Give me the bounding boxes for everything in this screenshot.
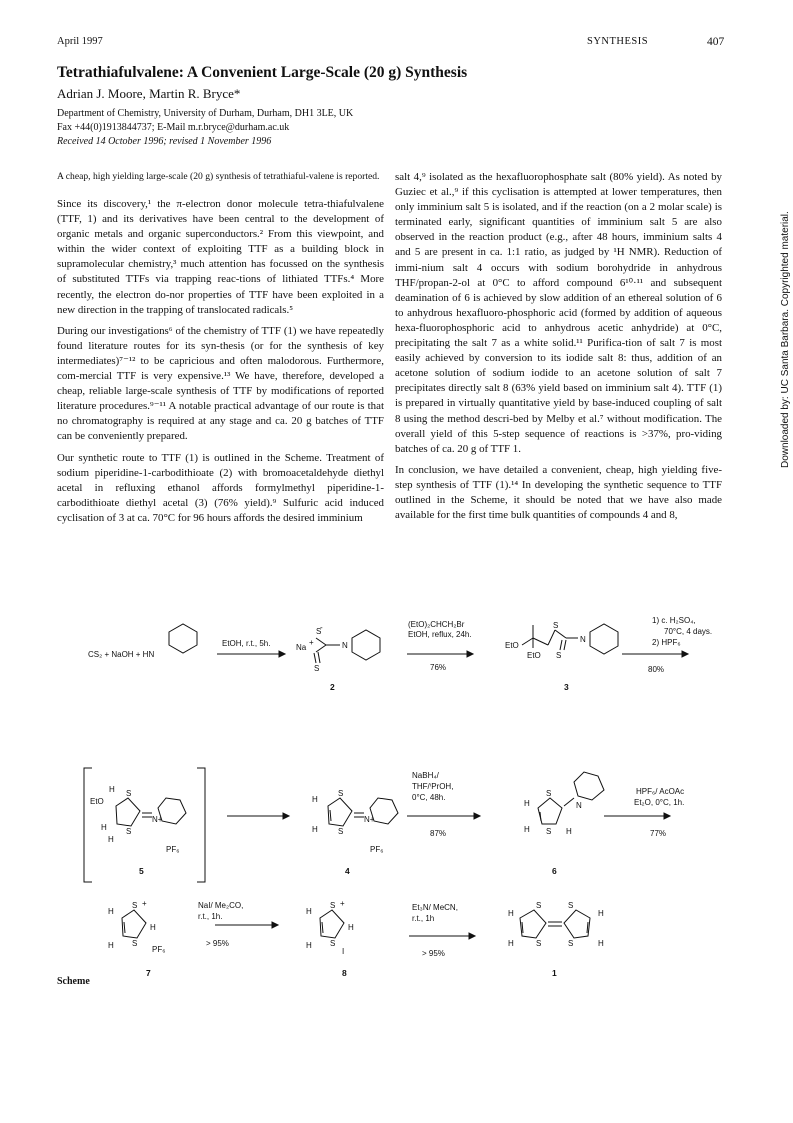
atom-label: S bbox=[132, 901, 138, 910]
atom-label: N bbox=[580, 635, 586, 644]
reagent-label: NaBH₄/ bbox=[412, 771, 439, 780]
atom-label: S bbox=[330, 901, 336, 910]
reagent-label: 1) c. H₂SO₄, bbox=[652, 616, 696, 625]
compound-number: 3 bbox=[564, 682, 569, 692]
atom-label: S bbox=[126, 827, 132, 836]
atom-label: H bbox=[108, 907, 114, 916]
piperidine-ring bbox=[574, 772, 604, 800]
atom-label: H bbox=[598, 939, 604, 948]
reagent-label: THF/ⁱPrOH, bbox=[412, 782, 454, 791]
affiliation-block bbox=[57, 107, 353, 135]
yield-label: > 95% bbox=[422, 949, 445, 958]
bracket bbox=[197, 768, 205, 882]
paragraph: Our synthetic route to TTF (1) is outlined in the Scheme. Treatment of sodium piperidine-1-carbodithioate (2) with bromoacetaldehyde diethyl acetal in refluxing ethanol affords formylmethyl piperidine-1-carbodithioate diethyl acetal (3) (76% yield).⁹ Sulfuric acid induced cyclisation of 3 at ca. 70°C for 96 hours affords the desired imminium bbox=[57, 451, 384, 524]
piperidine-ring bbox=[590, 624, 618, 654]
charge-label: + bbox=[340, 899, 345, 908]
atom-label: S bbox=[568, 939, 574, 948]
compound-number: 4 bbox=[345, 866, 350, 876]
atom-label: EtO bbox=[505, 641, 519, 650]
reagent-label: (EtO)₂CHCH₂Br bbox=[408, 620, 465, 629]
paragraph: In conclusion, we have detailed a convenient, cheap, high yielding five-step synthesis of TTF (1).¹⁴ In developing the synthetic sequence to TTF outlined in the Scheme, it should be noted that we have also made available for the first time bulk quantities of compounds 4 and 8, bbox=[395, 463, 722, 522]
atom-label: H bbox=[109, 785, 115, 794]
compound-number: 2 bbox=[330, 682, 335, 692]
atom-label: H bbox=[598, 909, 604, 918]
atom-label: N bbox=[576, 801, 582, 810]
reagent-label: r.t., 1h. bbox=[198, 912, 223, 921]
atom-label: S bbox=[132, 939, 138, 948]
reagent-label: 2) HPF₆ bbox=[652, 638, 681, 647]
atom-label: H bbox=[312, 825, 318, 834]
bracket bbox=[84, 768, 92, 882]
reagent-label: EtOH, reflux, 24h. bbox=[408, 630, 472, 639]
atom-label: H bbox=[508, 909, 514, 918]
counterion-label: PF₆ bbox=[166, 845, 180, 854]
reactants-label: CS₂ + NaOH + HN bbox=[88, 650, 155, 659]
counterion-label: PF₆ bbox=[370, 845, 384, 854]
scheme-caption: Scheme bbox=[57, 976, 90, 987]
atom-label: H bbox=[306, 907, 312, 916]
atom-label: H bbox=[101, 823, 107, 832]
reagent-label: NaI/ Me₂CO, bbox=[198, 901, 244, 910]
atom-label: S bbox=[314, 664, 320, 673]
header-date: April 1997 bbox=[57, 36, 103, 47]
counterion-label: I bbox=[342, 947, 345, 956]
atom-label: H bbox=[108, 941, 114, 950]
atom-label: S bbox=[536, 901, 542, 910]
paragraph: During our investigations⁶ of the chemistry of TTF (1) we have repeatedly found literature routes for its syn-thesis (or for the synthesis of key intermediates)⁷⁻¹² to be capricious and often malodorous. Furthermore, com-mercial TTF is very expensive.¹³ We have, therefore, developed a cheap, reliable large-scale synthesis of TTF by modifications of reported literature procedures.⁹⁻¹¹ A notable practical advantage of our route is that no chromatography is required at any stage and ca. 20 g batches of TTF can be conveniently prepared. bbox=[57, 324, 384, 443]
received-dates: Received 14 October 1996; revised 1 November 1996 bbox=[57, 136, 272, 147]
article-title: Tetrathiafulvalene: A Convenient Large-Scale (20 g) Synthesis bbox=[57, 64, 468, 81]
reagent-label: 70°C, 4 days. bbox=[664, 627, 713, 636]
reagent-label: 0°C, 48h. bbox=[412, 793, 446, 802]
abstract: A cheap, high yielding large-scale (20 g) synthesis of tetrathiaful-valene is reported. bbox=[57, 171, 380, 182]
reagent-label: Et₃N/ MeCN, bbox=[412, 903, 458, 912]
atom-label: S bbox=[126, 789, 132, 798]
dithiole-ring bbox=[122, 910, 146, 938]
atom-label: S bbox=[338, 827, 344, 836]
reagent-label: EtOH, r.t., 5h. bbox=[222, 639, 271, 648]
authors: Adrian J. Moore, Martin R. Bryce* bbox=[57, 86, 241, 101]
dithiole-ring bbox=[320, 910, 344, 938]
yield-label: > 95% bbox=[206, 939, 229, 948]
atom-label: S bbox=[553, 621, 559, 630]
counterion-label: PF₆ bbox=[152, 945, 166, 954]
left-column bbox=[57, 170, 384, 532]
atom-label: S bbox=[546, 827, 552, 836]
atom-label: N+ bbox=[364, 815, 375, 824]
atom-label: H bbox=[524, 799, 530, 808]
atom-label: S bbox=[568, 901, 574, 910]
dithiole-ring bbox=[564, 910, 590, 938]
affiliation: Department of Chemistry, University of Durham, Durham, DH1 3LE, UK bbox=[57, 108, 354, 119]
yield-label: 87% bbox=[430, 829, 447, 838]
paragraph: salt 4,⁹ isolated as the hexafluorophosphate salt (80% yield). As noted by Guziec et al.,⁹ if this cyclisation is attempted at lower temperatures, then only imminium salt 5 is isolated, and if the reaction (on a 2 molar scale) is terminated early, significant quantities of imminium salt 5 are also observed in the reaction product (e.g., after 48 hours, imminium salts 4 and 5 are present in ca. 1:1 ratio, as judged by ¹H NMR). Reduction of immi-nium salt 4 occurs with sodium borohydride in anhydrous THF/propan-2-ol at 0°C to afford compound 6¹⁰·¹¹ and subsequent deamination of 6 is achieved by slow addition of an ethereal solution of 6 to anhydrous hexafluoro-phosphoric acid (formed by addition of aqueous hexa-fluorophosphoric acid to anhydrous acetic anhydride) at 0°C, precipitating the salt 7 as a white solid.¹¹ Purifica-tion of salt 7 is most easily achieved by conversion to its iodide salt 8: thus, addition of an acetone solution of sodium iodide to an acetone solution of salt 7 precipitates directly salt 8 (63% yield based on imminium salt 4). TTF (1) is prepared in virtually quantitative yield by base-induced coupling of salt 8 using the method descri-bed by Melby et al.⁷ without modification. The overall yield of this 5-step sequence of reactions is >37%, pro-viding batches of ca. 20 g of TTF 1. bbox=[395, 171, 722, 455]
dithiole-ring bbox=[116, 798, 140, 826]
atom-label: S bbox=[546, 789, 552, 798]
compound-number: 7 bbox=[146, 968, 151, 978]
reagent-label: Et₂O, 0°C, 1h. bbox=[634, 798, 685, 807]
atom-label: S bbox=[330, 939, 336, 948]
yield-label: 77% bbox=[650, 829, 667, 838]
atom-label: S bbox=[338, 789, 344, 798]
charge-label: + bbox=[309, 638, 314, 647]
compound-number: 5 bbox=[139, 866, 144, 876]
dithiole-ring bbox=[538, 798, 562, 824]
atom-label: H bbox=[348, 923, 354, 932]
atom-label: S bbox=[536, 939, 542, 948]
header-journal: SYNTHESIS bbox=[587, 36, 649, 47]
charge-label: - bbox=[320, 623, 323, 632]
dithiole-ring bbox=[328, 798, 352, 826]
yield-label: 80% bbox=[648, 665, 665, 674]
arrowhead bbox=[279, 651, 285, 657]
compound-number: 1 bbox=[552, 968, 557, 978]
contact-info: Fax +44(0)1913844737; E-Mail m.r.bryce@durham.ac.uk bbox=[57, 122, 290, 133]
atom-label: EtO bbox=[90, 797, 104, 806]
piperidine-ring bbox=[352, 630, 380, 660]
atom-label: H bbox=[306, 941, 312, 950]
compound-number: 6 bbox=[552, 866, 557, 876]
atom-label: H bbox=[150, 923, 156, 932]
download-watermark: Downloaded by: UC Santa Barbara. Copyrighted material. bbox=[780, 211, 791, 468]
atom-label: H bbox=[108, 835, 114, 844]
right-column bbox=[395, 170, 722, 529]
atom-label: EtO bbox=[527, 651, 541, 660]
header-page-number: 407 bbox=[707, 36, 725, 48]
atom-label: H bbox=[508, 939, 514, 948]
atom-label: S bbox=[316, 627, 322, 636]
atom-label: S bbox=[556, 651, 562, 660]
atom-label: N bbox=[342, 641, 348, 650]
atom-label: H bbox=[524, 825, 530, 834]
synthesis-scheme bbox=[0, 610, 793, 990]
atom-label: H bbox=[312, 795, 318, 804]
yield-label: 76% bbox=[430, 663, 447, 672]
dithiole-ring bbox=[520, 910, 546, 938]
paragraph: Since its discovery,¹ the π-electron donor molecule tetra-thiafulvalene (TTF, 1) and its derivatives have been central to the development of organic metals and organic superconductors.² From this viewpoint, and within the wider context of exploiting TTF as a building block in supramolecular chemistry,³ much attention has focussed on the synthesis of substituted TTFs via trapping reac-tions of lithiated TTFs.⁴ More recently, the electron do-nor properties of TTF have been exploited in a new direction in the trapping of translocated radicals.⁵ bbox=[57, 198, 384, 316]
reagent-label: r.t., 1h bbox=[412, 914, 435, 923]
piperidine-ring bbox=[169, 624, 197, 653]
reagent-label: HPF₆/ AcOAc bbox=[636, 787, 685, 796]
atom-label: Na bbox=[296, 643, 307, 652]
atom-label: H bbox=[566, 827, 572, 836]
atom-label: N+ bbox=[152, 815, 163, 824]
compound-number: 8 bbox=[342, 968, 347, 978]
charge-label: + bbox=[142, 899, 147, 908]
